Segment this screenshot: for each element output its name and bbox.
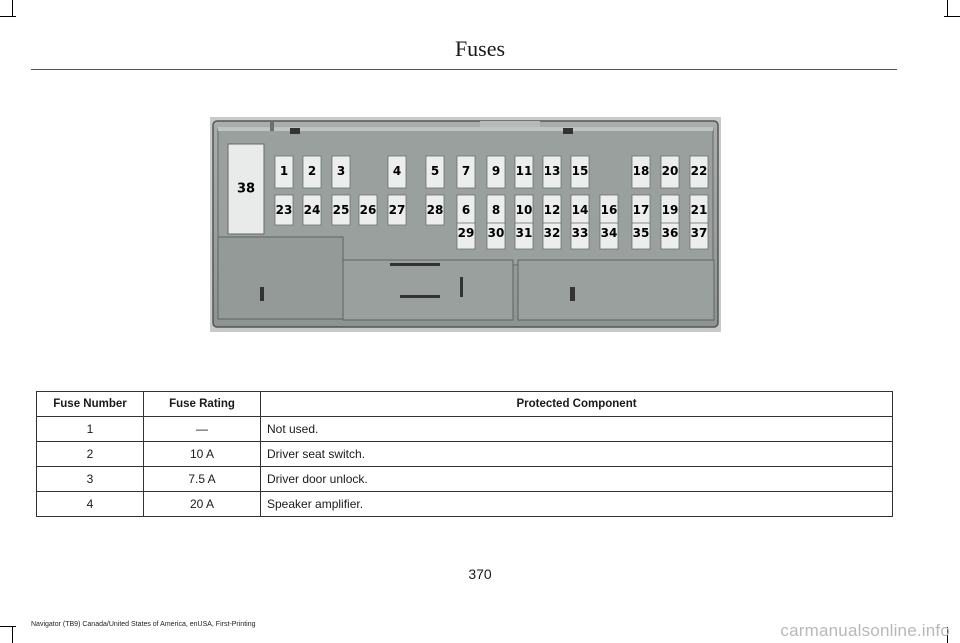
fuse-label-13: 13 — [543, 164, 561, 178]
fuse-label-19: 19 — [661, 203, 679, 217]
fuse-rating-cell: 7.5 A — [144, 467, 261, 492]
fuse-number-cell: 4 — [37, 492, 144, 517]
fuse-label-21: 21 — [690, 203, 708, 217]
page-title: Fuses — [454, 36, 506, 61]
fuse-number-cell: 2 — [37, 442, 144, 467]
fuse-number-cell: 3 — [37, 467, 144, 492]
table-row — [37, 442, 893, 467]
fuse-rating-cell: — — [144, 417, 261, 442]
fuse-rating-cell: 20 A — [144, 492, 261, 517]
fuse-label-26: 26 — [359, 203, 377, 217]
fuse-label-1: 1 — [279, 164, 289, 178]
fuse-label-23: 23 — [275, 203, 293, 217]
protected-component-cell: Driver door unlock. — [261, 467, 893, 492]
column-header: Protected Component — [261, 392, 893, 417]
crop-mark — [944, 16, 960, 17]
fuse-number-cell: 1 — [37, 417, 144, 442]
table-row — [37, 492, 893, 517]
fuse-label-35: 35 — [632, 226, 650, 240]
fuse-box-diagram — [210, 117, 721, 332]
protected-component-cell: Speaker amplifier. — [261, 492, 893, 517]
crop-mark — [0, 16, 16, 17]
fuse-label-5: 5 — [430, 164, 440, 178]
fuse-label-18: 18 — [632, 164, 650, 178]
crop-mark — [0, 626, 16, 627]
fuse-label-10: 10 — [515, 203, 533, 217]
fuse-label-16: 16 — [600, 203, 618, 217]
fuse-label-27: 27 — [388, 203, 406, 217]
fuse-label-33: 33 — [571, 226, 589, 240]
fuse-label-22: 22 — [690, 164, 708, 178]
fuse-label-12: 12 — [543, 203, 561, 217]
page-number: 370 — [468, 566, 492, 582]
fuse-table — [36, 391, 893, 517]
fuse-label-15: 15 — [571, 164, 589, 178]
title-divider — [31, 69, 897, 70]
fuse-label-31: 31 — [515, 226, 533, 240]
fuse-label-17: 17 — [632, 203, 650, 217]
fuse-label-14: 14 — [571, 203, 589, 217]
fuse-label-36: 36 — [661, 226, 679, 240]
table-header-row — [37, 392, 893, 417]
fuse-label-34: 34 — [600, 226, 618, 240]
fuse-label-9: 9 — [491, 164, 501, 178]
protected-component-cell: Driver seat switch. — [261, 442, 893, 467]
crop-mark — [947, 0, 948, 16]
fuse-label-11: 11 — [515, 164, 533, 178]
footer-text: Navigator (TB9) Canada/United States of America, enUSA, First-Printing — [31, 621, 256, 628]
fuse-rating-cell: 10 A — [144, 442, 261, 467]
fuse-label-24: 24 — [303, 203, 321, 217]
table-row — [37, 467, 893, 492]
crop-mark — [12, 0, 13, 16]
fuse-label-4: 4 — [392, 164, 402, 178]
fuse-label-2: 2 — [307, 164, 317, 178]
fuse-label-28: 28 — [426, 203, 444, 217]
column-header: Fuse Rating — [144, 392, 261, 417]
watermark: carmanualsonline.info — [780, 621, 950, 640]
fuse-label-25: 25 — [332, 203, 350, 217]
table-row — [37, 417, 893, 442]
fuse-label-6: 6 — [461, 203, 471, 217]
fuse-label-30: 30 — [487, 226, 505, 240]
fuse-label-7: 7 — [461, 164, 471, 178]
fuse-label-37: 37 — [690, 226, 708, 240]
protected-component-cell: Not used. — [261, 417, 893, 442]
fuse-label-29: 29 — [457, 226, 475, 240]
fuse-label-20: 20 — [661, 164, 679, 178]
fuse-label-38: 38 — [236, 181, 256, 197]
fuse-label-3: 3 — [336, 164, 346, 178]
column-header: Fuse Number — [37, 392, 144, 417]
fuse-box-illustration — [210, 117, 721, 332]
fuse-label-8: 8 — [491, 203, 501, 217]
crop-mark — [12, 627, 13, 643]
fuse-label-32: 32 — [543, 226, 561, 240]
